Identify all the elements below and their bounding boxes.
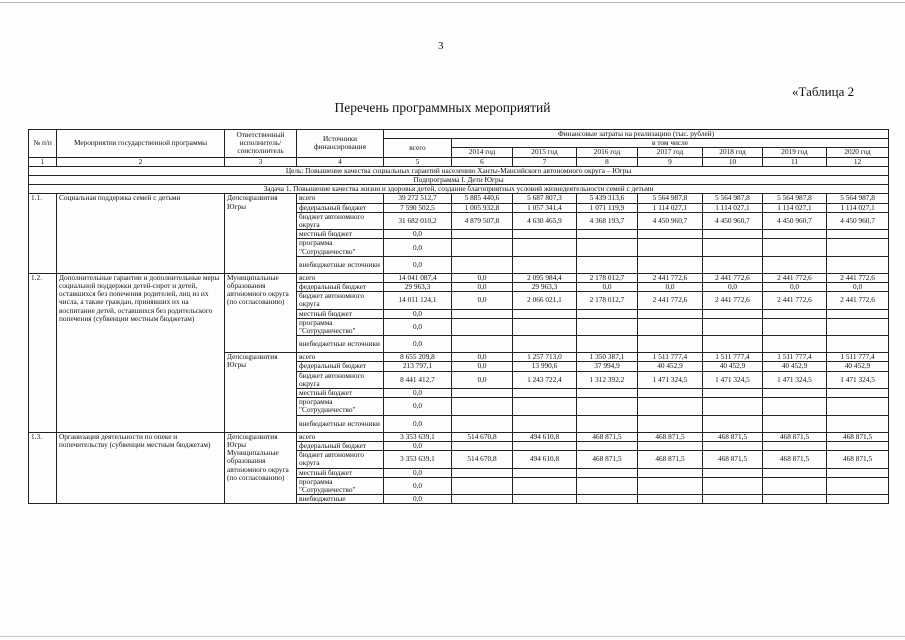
- responsible-executor: Депсоцразвития Югры: [225, 194, 297, 273]
- activity-name: Социальная поддержка семей с детьми: [57, 194, 225, 273]
- cost-year: 37 994,9: [577, 362, 638, 371]
- funding-source: программа "Сотрудничество": [297, 477, 384, 494]
- column-number: 1: [29, 157, 57, 166]
- cost-year: [513, 415, 577, 432]
- cost-year: 1 511 777,4: [827, 353, 889, 362]
- cost-year: 1 511 777,4: [763, 353, 827, 362]
- document-title: Перечень программных мероприятий: [334, 100, 551, 115]
- cost-year: [577, 336, 638, 353]
- cost-total: 14 041 087,4: [384, 273, 452, 282]
- cost-year: [703, 441, 763, 450]
- cost-year: [763, 415, 827, 432]
- cost-total: 8 441 412,7: [384, 371, 452, 388]
- cost-year: [763, 239, 827, 256]
- cost-year: [452, 398, 513, 415]
- cost-year: [577, 468, 638, 477]
- cost-year: 494 610,8: [513, 451, 577, 468]
- page-number: 3: [438, 40, 444, 52]
- cost-year: 0,0: [827, 283, 889, 292]
- cost-year: 494 610,8: [513, 432, 577, 441]
- cost-year: [827, 495, 889, 504]
- cost-year: [827, 468, 889, 477]
- header-year: 2015 год: [513, 148, 577, 157]
- funding-source: всего: [297, 432, 384, 441]
- cost-total: 0,0: [384, 309, 452, 318]
- cost-year: [638, 468, 703, 477]
- funding-source: всего: [297, 194, 384, 203]
- cost-total: 0,0: [384, 468, 452, 477]
- cost-total: 29 963,3: [384, 283, 452, 292]
- cost-year: [703, 495, 763, 504]
- funding-source: местный бюджет: [297, 389, 384, 398]
- column-number: 12: [827, 157, 889, 166]
- cost-year: 2 441 772,6: [763, 292, 827, 309]
- cost-year: [577, 389, 638, 398]
- header-fin-costs: Финансовые затраты на реализацию (тыс. рублей): [384, 130, 889, 139]
- cost-year: 468 871,5: [703, 451, 763, 468]
- funding-source: бюджет автономного округа: [297, 212, 384, 229]
- cost-year: 1 312 392,2: [577, 371, 638, 388]
- cost-year: 468 871,5: [577, 432, 638, 441]
- cost-year: [763, 398, 827, 415]
- cost-year: [638, 441, 703, 450]
- cost-year: [513, 336, 577, 353]
- cost-year: [638, 318, 703, 335]
- cost-year: [452, 256, 513, 273]
- funding-source: всего: [297, 353, 384, 362]
- cost-year: [577, 441, 638, 450]
- cost-year: 468 871,5: [638, 451, 703, 468]
- cost-year: [703, 468, 763, 477]
- funding-source: местный бюджет: [297, 230, 384, 239]
- cost-year: [763, 318, 827, 335]
- funding-source: программа "Сотрудничество": [297, 239, 384, 256]
- cost-year: 40 452,9: [703, 362, 763, 371]
- cost-total: 0,0: [384, 415, 452, 432]
- goal-row: [29, 166, 889, 175]
- subprogram-row: [29, 176, 889, 185]
- cost-year: [827, 230, 889, 239]
- cost-year: [513, 318, 577, 335]
- cost-year: [513, 230, 577, 239]
- cost-year: [452, 389, 513, 398]
- header-total: всего: [384, 139, 452, 157]
- column-number: 9: [638, 157, 703, 166]
- cost-year: [452, 239, 513, 256]
- cost-total: 0,0: [384, 441, 452, 450]
- cost-year: 4 450 960,7: [763, 212, 827, 229]
- funding-source: федеральный бюджет: [297, 203, 384, 212]
- cost-total: 0,0: [384, 318, 452, 335]
- table-label: «Таблица 2: [792, 84, 855, 99]
- cost-year: [577, 398, 638, 415]
- cost-year: 468 871,5: [827, 451, 889, 468]
- cost-year: [513, 398, 577, 415]
- funding-source: местный бюджет: [297, 309, 384, 318]
- cost-year: 468 871,5: [763, 432, 827, 441]
- cost-year: 5 564 987,8: [703, 194, 763, 203]
- cost-year: 468 871,5: [703, 432, 763, 441]
- cost-year: 5 564 987,8: [638, 194, 703, 203]
- cost-year: [577, 230, 638, 239]
- cost-year: [513, 441, 577, 450]
- cost-year: [638, 336, 703, 353]
- cost-year: 5 439 313,6: [577, 194, 638, 203]
- cost-year: 13 990,6: [513, 362, 577, 371]
- funding-source: внебюджетные источники: [297, 336, 384, 353]
- funding-source: бюджет автономного округа: [297, 451, 384, 468]
- cost-year: [763, 309, 827, 318]
- activity-name: Дополнительные гарантии и дополнительные меры социальной поддержки детей-сирот и детей, оставшихся без попечения родителей, лиц из их числа, а также граждан, принявших их на воспитание детей, оставшихся без родительского попечения (субвенции местным бюджетам): [57, 273, 225, 432]
- activity-name: Организация деятельности по опеке и попечительству (субвенции местным бюджетам): [57, 432, 225, 504]
- cost-total: 3 353 639,1: [384, 451, 452, 468]
- cost-year: [703, 477, 763, 494]
- cost-year: [827, 309, 889, 318]
- funding-source: местный бюджет: [297, 468, 384, 477]
- cost-total: 0,0: [384, 336, 452, 353]
- scan-edge-bottom: [0, 636, 905, 637]
- cost-total: 8 655 209,8: [384, 353, 452, 362]
- cost-total: 3 353 639,1: [384, 432, 452, 441]
- cost-year: [513, 389, 577, 398]
- cost-year: [703, 239, 763, 256]
- cost-year: [452, 477, 513, 494]
- cost-year: [513, 239, 577, 256]
- cost-total: 0,0: [384, 389, 452, 398]
- cost-year: [827, 239, 889, 256]
- funding-source: программа "Сотрудничество": [297, 318, 384, 335]
- cost-year: 1 471 324,5: [638, 371, 703, 388]
- cost-year: 1 243 722,4: [513, 371, 577, 388]
- funding-source: всего: [297, 273, 384, 282]
- cost-year: 2 441 772,6: [638, 273, 703, 282]
- cost-year: [763, 468, 827, 477]
- cost-year: [452, 309, 513, 318]
- cost-total: 0,0: [384, 495, 452, 504]
- cost-year: [577, 309, 638, 318]
- cost-year: 2 441 772,6: [763, 273, 827, 282]
- cost-year: [827, 477, 889, 494]
- column-number: 11: [763, 157, 827, 166]
- header-year: 2020 год: [827, 148, 889, 157]
- cost-year: 468 871,5: [763, 451, 827, 468]
- cost-year: 1 114 027,1: [827, 203, 889, 212]
- cost-year: [638, 477, 703, 494]
- cost-year: 0,0: [452, 292, 513, 309]
- program-activities-table: [28, 129, 889, 504]
- cost-year: [638, 398, 703, 415]
- funding-source: бюджет автономного округа: [297, 371, 384, 388]
- cost-total: 0,0: [384, 239, 452, 256]
- cost-year: [638, 415, 703, 432]
- cost-year: 1 071 119,9: [577, 203, 638, 212]
- cost-year: [513, 256, 577, 273]
- cost-year: [452, 468, 513, 477]
- scan-edge-top: [0, 2, 905, 3]
- cost-year: 2 441 772,6: [827, 273, 889, 282]
- cost-year: [577, 477, 638, 494]
- column-number: 4: [297, 157, 384, 166]
- cost-year: 2 441 772,6: [703, 273, 763, 282]
- cost-year: [827, 441, 889, 450]
- cost-year: [452, 318, 513, 335]
- cost-year: 0,0: [452, 283, 513, 292]
- header-sources: Источники финансирования: [297, 130, 384, 158]
- cost-year: 4 450 960,7: [703, 212, 763, 229]
- header-year: 2017 год: [638, 148, 703, 157]
- cost-year: 4 630 465,9: [513, 212, 577, 229]
- cost-year: 2 095 984,4: [513, 273, 577, 282]
- column-number: 10: [703, 157, 763, 166]
- cost-year: [577, 256, 638, 273]
- cost-year: 0,0: [763, 283, 827, 292]
- cost-total: 7 590 502,5: [384, 203, 452, 212]
- task-row: [29, 185, 889, 194]
- header-year: 2019 год: [763, 148, 827, 157]
- funding-source: бюджет автономного округа: [297, 292, 384, 309]
- cost-year: 0,0: [452, 362, 513, 371]
- cost-year: 468 871,5: [827, 432, 889, 441]
- cost-year: [513, 477, 577, 494]
- cost-year: 1 471 324,5: [703, 371, 763, 388]
- activity-number: 1.1.: [29, 194, 57, 273]
- column-number: 2: [57, 157, 225, 166]
- cost-total: 31 682 010,2: [384, 212, 452, 229]
- cost-year: [703, 389, 763, 398]
- cost-year: 5 564 987,8: [763, 194, 827, 203]
- cost-year: [638, 495, 703, 504]
- cost-year: 1 005 932,8: [452, 203, 513, 212]
- cost-year: 1 511 777,4: [703, 353, 763, 362]
- cost-year: [703, 318, 763, 335]
- responsible-executor: Депсоцразвития Югры Муниципальные образования автономного округа (по согласованию): [225, 432, 297, 504]
- cost-year: [827, 318, 889, 335]
- column-number: 5: [384, 157, 452, 166]
- cost-year: [638, 230, 703, 239]
- cost-year: [513, 468, 577, 477]
- cost-year: [452, 336, 513, 353]
- cost-year: [827, 256, 889, 273]
- cost-year: 1 114 027,1: [703, 203, 763, 212]
- cost-year: 1 471 324,5: [763, 371, 827, 388]
- activity-number: 1.3.: [29, 432, 57, 504]
- cost-year: [827, 336, 889, 353]
- header-year: 2018 год: [703, 148, 763, 157]
- funding-source: внебюджетные источники: [297, 415, 384, 432]
- cost-year: [638, 309, 703, 318]
- column-number: 6: [452, 157, 513, 166]
- cost-year: 1 471 324,5: [827, 371, 889, 388]
- table-row: [29, 194, 889, 203]
- funding-source: федеральный бюджет: [297, 441, 384, 450]
- cost-total: 0,0: [384, 230, 452, 239]
- cost-year: [703, 309, 763, 318]
- cost-year: [452, 495, 513, 504]
- cost-year: [577, 239, 638, 256]
- cost-year: [638, 389, 703, 398]
- cost-year: 4 450 960,7: [827, 212, 889, 229]
- cost-year: [763, 477, 827, 494]
- cost-year: [513, 309, 577, 318]
- cost-year: 0,0: [452, 371, 513, 388]
- cost-year: [763, 256, 827, 273]
- cost-year: 2 066 021,1: [513, 292, 577, 309]
- cost-year: 40 452,9: [763, 362, 827, 371]
- cost-total: 0,0: [384, 256, 452, 273]
- cost-year: 0,0: [703, 283, 763, 292]
- cost-year: 0,0: [452, 353, 513, 362]
- cost-year: 0,0: [638, 283, 703, 292]
- table-row: [29, 273, 889, 282]
- funding-source: внебюджетные: [297, 495, 384, 504]
- cost-year: [703, 398, 763, 415]
- cost-year: [703, 230, 763, 239]
- column-number: 8: [577, 157, 638, 166]
- cost-year: [577, 495, 638, 504]
- goal-row-text: Цель: Повышение качества социальных гарантий населению Ханты-Мансийского автономного округа – Югры: [29, 166, 889, 175]
- cost-year: [638, 239, 703, 256]
- cost-year: [827, 415, 889, 432]
- cost-total: 213 797,1: [384, 362, 452, 371]
- cost-year: 2 441 772,6: [703, 292, 763, 309]
- funding-source: программа "Сотрудничество": [297, 398, 384, 415]
- cost-total: 14 011 124,1: [384, 292, 452, 309]
- cost-year: [452, 230, 513, 239]
- cost-year: [577, 318, 638, 335]
- subprogram-row-text: Подпрограмма I. Дети Югры: [29, 176, 889, 185]
- cost-year: 1 057 341,4: [513, 203, 577, 212]
- cost-year: [827, 389, 889, 398]
- responsible-executor: Муниципальные образования автономного округа (по согласованию): [225, 273, 297, 352]
- cost-year: 0,0: [577, 283, 638, 292]
- cost-year: 4 879 507,8: [452, 212, 513, 229]
- cost-year: 2 178 012,7: [577, 292, 638, 309]
- header-num: № п/п: [29, 130, 57, 158]
- cost-year: [638, 256, 703, 273]
- funding-source: федеральный бюджет: [297, 283, 384, 292]
- table-row: [29, 432, 889, 441]
- cost-year: [763, 230, 827, 239]
- cost-year: [452, 415, 513, 432]
- column-numbers-row: [29, 157, 889, 166]
- cost-year: 5 885 440,6: [452, 194, 513, 203]
- column-number: 7: [513, 157, 577, 166]
- cost-year: 4 450 960,7: [638, 212, 703, 229]
- task-row-text: Задача 1. Повышение качества жизни и здоровья детей, создание благоприятных условий жизнедеятельности семей с детьми: [29, 185, 889, 194]
- header-activity: Мероприятия государственной программы: [57, 130, 225, 158]
- cost-total: 0,0: [384, 398, 452, 415]
- cost-total: 39 272 512,7: [384, 194, 452, 203]
- cost-year: [703, 256, 763, 273]
- cost-year: 514 670,8: [452, 451, 513, 468]
- cost-year: 2 441 772,6: [638, 292, 703, 309]
- cost-year: 5 687 807,3: [513, 194, 577, 203]
- cost-total: 0,0: [384, 477, 452, 494]
- header-responsible: Ответственный исполнитель/ соисполнитель: [225, 130, 297, 158]
- cost-year: 40 452,9: [638, 362, 703, 371]
- cost-year: [577, 415, 638, 432]
- cost-year: 2 441 772,6: [827, 292, 889, 309]
- cost-year: 40 452,9: [827, 362, 889, 371]
- cost-year: [763, 495, 827, 504]
- funding-source: федеральный бюджет: [297, 362, 384, 371]
- cost-year: 1 511 777,4: [638, 353, 703, 362]
- responsible-executor: Депсоцразвития Югры: [225, 353, 297, 432]
- cost-year: [763, 336, 827, 353]
- header-including: в том числе: [452, 139, 889, 148]
- cost-year: [452, 441, 513, 450]
- cost-year: 1 350 387,1: [577, 353, 638, 362]
- cost-year: [763, 441, 827, 450]
- cost-year: 4 368 193,7: [577, 212, 638, 229]
- column-number: 3: [225, 157, 297, 166]
- cost-year: [513, 495, 577, 504]
- cost-year: 5 564 987,8: [827, 194, 889, 203]
- cost-year: 29 963,3: [513, 283, 577, 292]
- cost-year: 468 871,5: [577, 451, 638, 468]
- cost-year: [827, 398, 889, 415]
- header-year: 2016 год: [577, 148, 638, 157]
- cost-year: 1 114 027,1: [763, 203, 827, 212]
- cost-year: 1 257 713,0: [513, 353, 577, 362]
- cost-year: 2 178 012,7: [577, 273, 638, 282]
- cost-year: 468 871,5: [638, 432, 703, 441]
- cost-year: 514 670,8: [452, 432, 513, 441]
- cost-year: 0,0: [452, 273, 513, 282]
- cost-year: [703, 415, 763, 432]
- activity-number: 1.2.: [29, 273, 57, 432]
- document-title-wrapper: [0, 100, 905, 116]
- cost-year: [703, 336, 763, 353]
- cost-year: [763, 389, 827, 398]
- funding-source: внебюджетные источники: [297, 256, 384, 273]
- header-year: 2014 год: [452, 148, 513, 157]
- cost-year: 1 114 027,1: [638, 203, 703, 212]
